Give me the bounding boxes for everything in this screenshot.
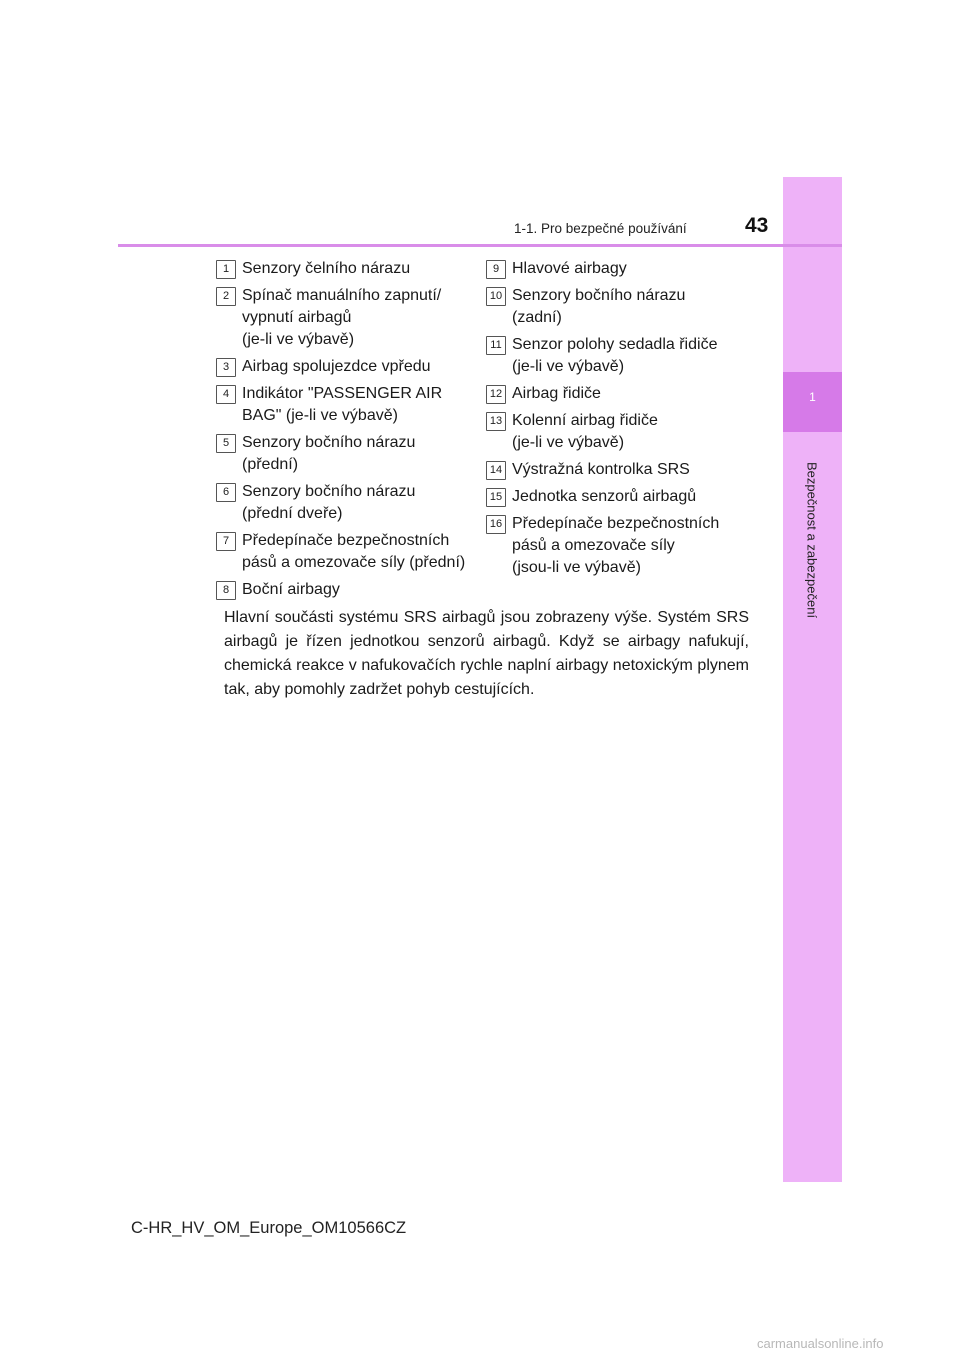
legend-number-badge: 12 (486, 385, 506, 404)
legend-label: Senzory čelního nárazu (242, 260, 411, 277)
legend-label: Senzory bočního nárazu (přední dveře) (242, 483, 416, 522)
legend-label: Senzory bočního nárazu (přední) (242, 434, 416, 473)
footer-document-code: C-HR_HV_OM_Europe_OM10566CZ (131, 1219, 407, 1237)
legend-label: Boční airbagy (242, 581, 340, 598)
legend-number-badge: 7 (216, 532, 236, 551)
legend-label: Spínač manuálního zapnutí/ vypnutí airbagů (je-li ve výbavě) (242, 287, 442, 348)
legend-item (216, 579, 466, 601)
legend-item (486, 383, 736, 405)
legend-number-badge: 8 (216, 581, 236, 600)
legend-item (486, 486, 736, 508)
legend-item (486, 410, 736, 454)
legend-item (216, 530, 466, 574)
legend-number-badge: 5 (216, 434, 236, 453)
legend-item (216, 285, 466, 351)
chapter-label: Bezpečnost a zabezpečení (804, 461, 820, 619)
legend-number-badge: 1 (216, 260, 236, 279)
legend-number-badge: 14 (486, 461, 506, 480)
legend-label: Předepínače bezpečnostních pásů a omezovače síly (jsou-li ve výbavě) (512, 515, 720, 576)
legend-number-badge: 4 (216, 385, 236, 404)
legend-item (216, 258, 466, 280)
legend-item (486, 258, 736, 280)
watermark: carmanualsonline.info (757, 1336, 884, 1351)
legend-label: Senzory bočního nárazu (zadní) (512, 287, 686, 326)
legend-number-badge: 11 (486, 336, 506, 355)
legend-item (216, 356, 466, 378)
legend-item (216, 383, 466, 427)
legend-number-badge: 16 (486, 515, 506, 534)
legend-label: Předepínače bezpečnostních pásů a omezovače síly (přední) (242, 532, 466, 571)
legend-number-badge: 15 (486, 488, 506, 507)
description-paragraph: Hlavní součásti systému SRS airbagů jsou zobrazeny výše. Systém SRS airbagů je řízen jednotkou senzorů airbagů. Když se airbagy nafukují, chemická reakce v nafukovačích rychle naplní airbagy netoxickým plynem tak, aby pomohly zadržet pohyb cestujících. (224, 609, 749, 698)
header-rule (118, 244, 842, 247)
legend-number-badge: 10 (486, 287, 506, 306)
legend-label: Airbag spolujezdce vpředu (242, 358, 431, 375)
legend-number-badge: 6 (216, 483, 236, 502)
legend-column-right (486, 258, 736, 584)
legend-item (216, 432, 466, 476)
legend-item (486, 334, 736, 378)
legend-label: Jednotka senzorů airbagů (512, 488, 697, 505)
header-section-title: 1-1. Pro bezpečné používání (514, 221, 687, 236)
legend-label: Airbag řidiče (512, 385, 601, 402)
legend-label: Hlavové airbagy (512, 260, 627, 277)
legend-item (486, 459, 736, 481)
legend-label: Indikátor "PASSENGER AIR BAG" (je-li ve výbavě) (242, 385, 443, 424)
legend-number-badge: 3 (216, 358, 236, 377)
legend-item (486, 513, 736, 579)
chapter-side-tab (783, 177, 842, 1182)
legend-item (216, 481, 466, 525)
legend-label: Výstražná kontrolka SRS (512, 461, 690, 478)
page-number: 43 (745, 214, 769, 237)
legend-label: Senzor polohy sedadla řidiče (je-li ve výbavě) (512, 336, 718, 375)
legend-item (486, 285, 736, 329)
legend-column-left (216, 258, 466, 606)
chapter-number: 1 (809, 390, 816, 404)
legend-number-badge: 2 (216, 287, 236, 306)
legend-label: Kolenní airbag řidiče (je-li ve výbavě) (512, 412, 658, 451)
legend-number-badge: 9 (486, 260, 506, 279)
legend-number-badge: 13 (486, 412, 506, 431)
